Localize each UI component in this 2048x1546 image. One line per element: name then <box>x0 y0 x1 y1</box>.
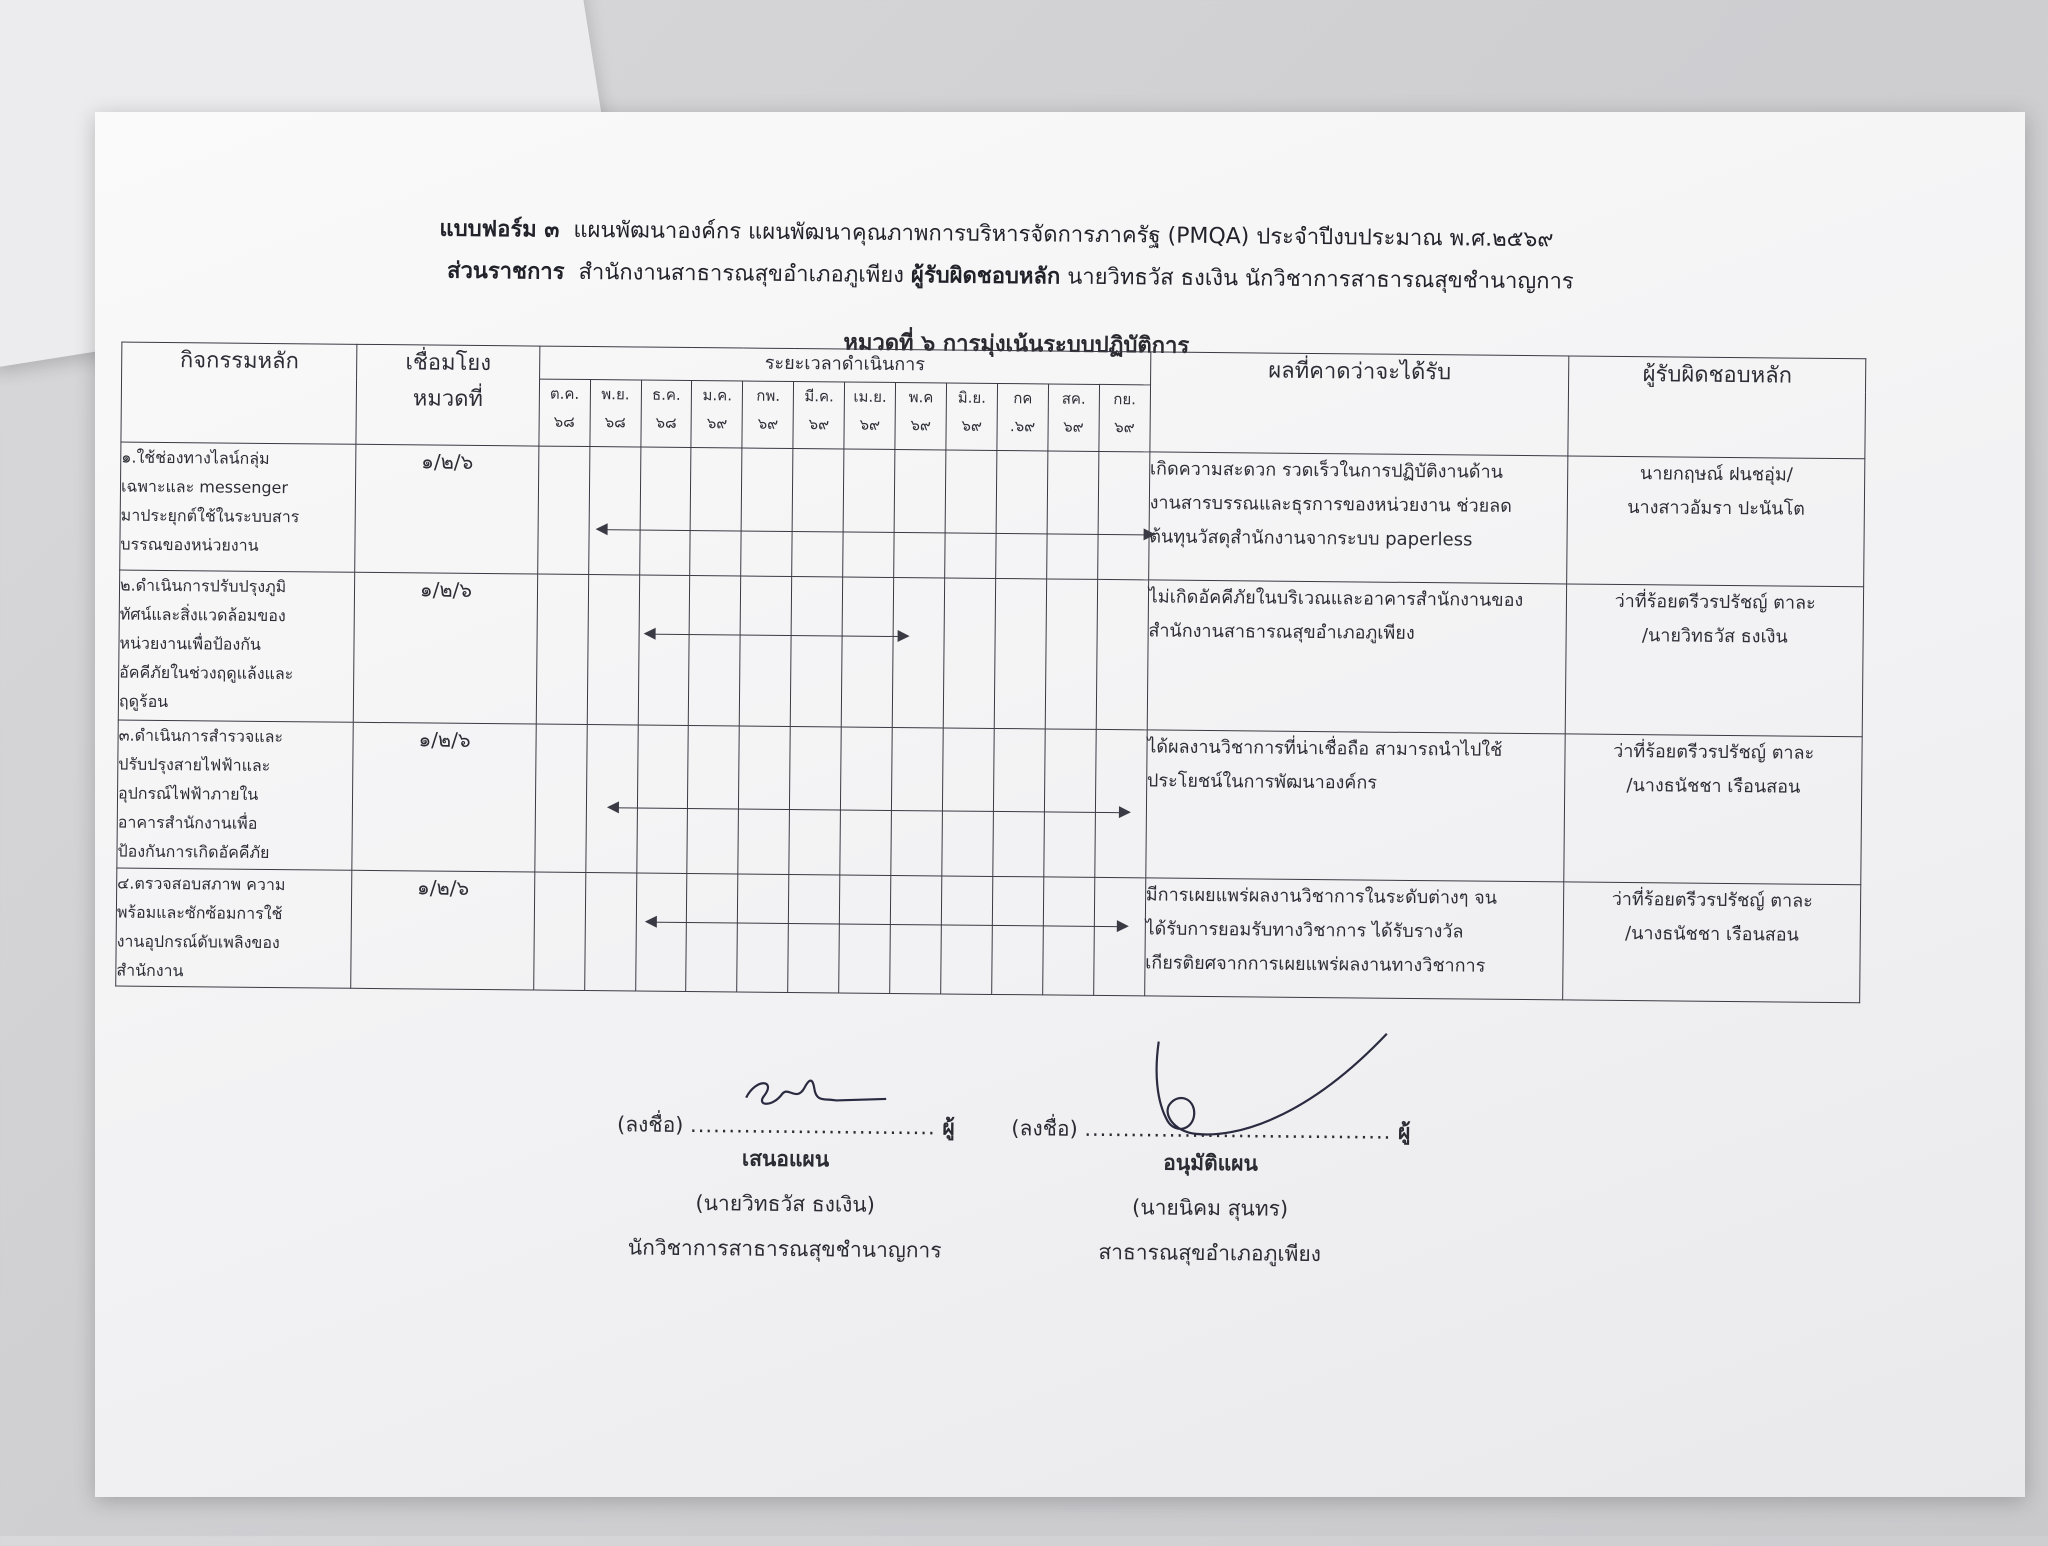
sign-dots: ................................ <box>690 1113 936 1140</box>
month-cell <box>686 874 738 992</box>
month-cell <box>741 448 793 576</box>
activity-cell: ๑.ใช้ช่องทางไลน์กลุ่ม เฉพาะและ messenger มาประยุกต์ใช้ในระบบสาร บรรณของหน่วยงาน <box>120 442 357 572</box>
approver-role: ผู้อนุมัติแผน <box>1163 1119 1411 1176</box>
month-cell <box>584 873 636 991</box>
month-cell <box>942 728 994 876</box>
sign-dots: ........................................ <box>1084 1116 1392 1144</box>
activity-cell: ๒.ดำเนินการปรับปรุงภูมิ ทัศน์และสิ่งแวดล้อมของ หน่วยงานเพื่อป้องกัน อัคคีภัยในช่วงฤดูแล้งและ ฤดูร้อน <box>118 570 355 722</box>
header-responsible: ผู้รับผิดชอบหลัก <box>1568 356 1866 459</box>
table-row <box>118 570 1863 737</box>
month-cell <box>533 872 585 990</box>
proposer-signature-scribble <box>716 1057 917 1139</box>
month-cell <box>636 725 688 873</box>
month-cell <box>994 578 1046 728</box>
month-cell <box>740 576 792 726</box>
section-title: หมวดที่ ๖ การมุ่งเน้นระบบปฏิบัติการ <box>843 330 1190 359</box>
document-header <box>439 209 1620 304</box>
month-cell <box>996 450 1048 578</box>
month-header: มี.ค. ๖๙ <box>793 382 845 449</box>
month-cell <box>639 447 691 575</box>
table-row <box>117 720 1862 885</box>
header-result: ผลที่คาดว่าจะได้รับ <box>1150 352 1570 456</box>
sign-prefix: (ลงชื่อ) <box>616 1112 684 1137</box>
month-cell <box>536 574 588 724</box>
link-cell: ๑/๒/๖ <box>352 722 536 872</box>
header-link <box>356 344 539 446</box>
month-cell <box>585 725 637 873</box>
month-cell <box>689 576 741 726</box>
month-cell <box>992 876 1044 994</box>
result-cell: ไม่เกิดอัคคีภัยในบริเวณและอาคารสำนักงานของ สำนักงานสาธารณสุขอำเภอภูเพียง <box>1147 580 1567 734</box>
table-row <box>120 442 1865 587</box>
link-cell: ๑/๒/๖ <box>355 444 539 574</box>
month-cell <box>588 447 640 575</box>
plan-table <box>115 342 1866 1004</box>
link-cell: ๑/๒/๖ <box>354 572 538 724</box>
agency-name: สำนักงานสาธารณสุขอำเภอภูเพียง <box>578 259 905 289</box>
owner-label: ผู้รับผิดชอบหลัก <box>910 263 1061 290</box>
month-cell <box>892 577 944 727</box>
form-label: แบบฟอร์ม ๓ <box>439 216 560 243</box>
month-cell <box>1043 877 1095 995</box>
result-cell: มีการเผยแพร่ผลงานวิชาการในระดับต่างๆ จน ได้รับการยอมรับทางวิชาการ ได้รับรางวัล เกียรติยศจากการเผยแพร่ผลงานทางวิชาการ <box>1144 878 1564 1000</box>
approver-signature-scribble <box>1136 1021 1397 1153</box>
month-cell <box>945 450 997 578</box>
month-cell <box>738 726 790 874</box>
month-cell <box>791 576 843 726</box>
month-cell <box>891 727 943 875</box>
header-link-line2: หมวดที่ <box>412 386 484 413</box>
month-header: กพ. ๖๙ <box>742 381 794 448</box>
month-cell <box>1044 729 1096 877</box>
month-header: เม.ย. ๖๙ <box>844 382 896 449</box>
month-cell <box>635 873 687 991</box>
month-cell <box>690 448 742 576</box>
header-period: ระยะเวลาดำเนินการ <box>539 346 1150 385</box>
table-row <box>116 868 1861 1003</box>
month-cell <box>839 875 891 993</box>
month-header: พ.ค ๖๙ <box>895 382 947 449</box>
proposer-name: (นายวิทธวัส ธงเงิน) <box>695 1191 875 1217</box>
header-activity: กิจกรรมหลัก <box>121 342 357 444</box>
link-cell: ๑/๒/๖ <box>351 870 534 990</box>
month-header: พ.ย. ๖๘ <box>589 380 641 447</box>
month-cell <box>737 874 789 992</box>
month-cell <box>1097 451 1149 579</box>
approver-position: สาธารณสุขอำเภอภูเพียง <box>1098 1239 1322 1267</box>
month-cell <box>537 446 589 574</box>
month-cell <box>587 575 639 725</box>
month-cell <box>1045 579 1097 729</box>
month-cell <box>843 449 895 577</box>
month-cell <box>792 449 844 577</box>
activity-cell: ๔.ตรวจสอบสภาพ ความ พร้อมและซักซ้อมการใช้ งานอุปกรณ์ดับเพลิงของ สำนักงาน <box>116 868 352 988</box>
month-cell <box>1096 579 1148 729</box>
month-cell <box>1093 877 1145 995</box>
month-cell <box>840 727 892 875</box>
approver-name: (นายนิคม สุนทร) <box>1131 1195 1289 1221</box>
proposer-position: นักวิชาการสาธารณสุขชำนาญการ <box>627 1235 942 1263</box>
month-header: ต.ค. ๖๘ <box>539 379 591 446</box>
month-cell <box>1095 729 1147 877</box>
month-header: ธ.ค. ๖๘ <box>640 380 692 447</box>
owner-name: นายวิทธวัส ธงเงิน นักวิชาการสาธารณสุขชำนาญการ <box>1067 264 1574 295</box>
month-cell <box>943 578 995 728</box>
document-title: แผนพัฒนาองค์กร แผนพัฒนาคุณภาพการบริหารจัดการภาครัฐ (PMQA) ประจำปีงบประมาณ พ.ศ.๒๕๖๙ <box>573 217 1554 253</box>
activity-cell: ๓.ดำเนินการสำรวจและ ปรับปรุงสายไฟฟ้าและ อุปกรณ์ไฟฟ้าภายใน อาคารสำนักงานเพื่อ ป้องกันการเกิดอัคคีภัย <box>117 720 354 870</box>
month-header: สค. ๖๙ <box>1048 384 1100 451</box>
header-link-line1: เชื่อมโยง <box>405 350 492 377</box>
month-cell <box>941 876 993 994</box>
responsible-cell: นายกฤษณ์ ฝนชอุ่ม/ นางสาวอัมรา ปะนันโต <box>1567 456 1865 587</box>
result-cell: ได้ผลงานวิชาการที่น่าเชื่อถือ สามารถนำไปใช้ ประโยชน์ในการพัฒนาองค์กร <box>1146 730 1566 882</box>
responsible-cell: ว่าที่ร้อยตรีวรปรัชญ์ ตาละ /นางธนัชชา เรือนสอน <box>1564 734 1862 885</box>
month-header: กย. ๖๙ <box>1099 384 1151 451</box>
month-cell <box>894 449 946 577</box>
month-cell <box>788 874 840 992</box>
month-header: ม.ค. ๖๙ <box>691 381 743 448</box>
responsible-cell: ว่าที่ร้อยตรีวรปรัชญ์ ตาละ /นายวิทธวัส ธงเงิน <box>1566 584 1864 737</box>
month-cell <box>534 724 586 872</box>
month-cell <box>993 728 1045 876</box>
month-cell <box>638 575 690 725</box>
result-cell: เกิดความสะดวก รวดเร็วในการปฏิบัติงานด้าน งานสารบรรณและธุรการของหน่วยงาน ช่วยลด ต้นทุนวัสดุสำนักงานจากระบบ paperless <box>1148 452 1568 584</box>
sign-prefix: (ลงชื่อ) <box>1011 1116 1078 1141</box>
month-cell <box>687 726 739 874</box>
proposer-role: ผู้เสนอแผน <box>741 1115 955 1172</box>
agency-label: ส่วนราชการ <box>446 258 565 285</box>
month-header: กค .๖๙ <box>997 383 1049 450</box>
month-header: มิ.ย. ๖๙ <box>946 383 998 450</box>
month-cell <box>890 875 942 993</box>
month-cell <box>1047 451 1099 579</box>
month-cell <box>841 577 893 727</box>
month-cell <box>789 726 841 874</box>
responsible-cell: ว่าที่ร้อยตรีวรปรัชญ์ ตาละ /นางธนัชชา เรือนสอน <box>1563 882 1861 1003</box>
